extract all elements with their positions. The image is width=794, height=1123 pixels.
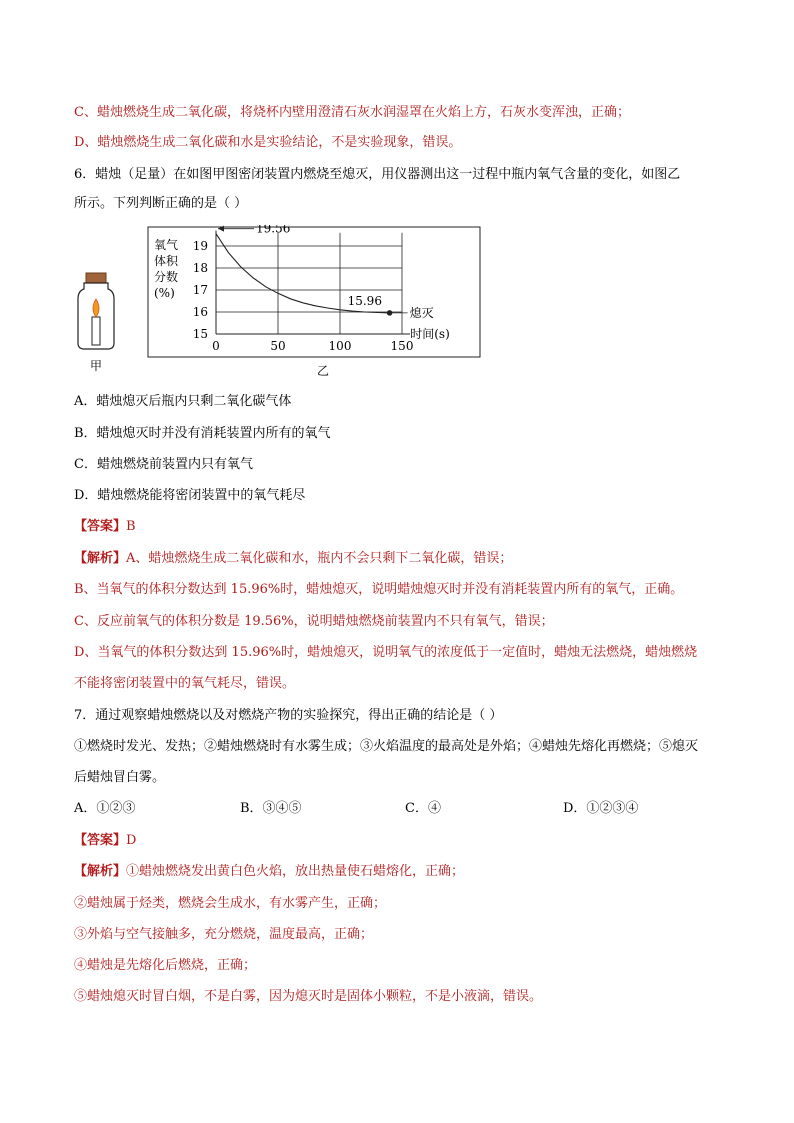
q7-option-b: B．③④⑤ bbox=[240, 801, 302, 816]
end-value-label: 15.96 bbox=[347, 293, 382, 308]
y-axis-label: (%) bbox=[154, 286, 175, 300]
q6-option-a: A．蜡烛熄灭后瓶内只剩二氧化碳气体 bbox=[74, 394, 292, 409]
y-tick-label: 18 bbox=[192, 261, 208, 275]
q6-figure bbox=[70, 225, 490, 385]
q7-analysis-4: ④蜡烛是先熔化后燃烧，正确； bbox=[74, 958, 257, 973]
candle-bottle-illustration bbox=[78, 273, 114, 373]
q6-analysis-d1: D、当氧气的体积分数达到 15.96%时，蜡烛熄灭，说明氧气的浓度低于一定值时，蜡烛无法燃烧，蜡烛燃烧 bbox=[74, 645, 698, 660]
q6-analysis-label: 【解析】 bbox=[74, 551, 127, 566]
q7-analysis-3: ③外焰与空气接触多，充分燃烧，温度最高，正确； bbox=[74, 927, 374, 942]
q6-option-d: D．蜡烛燃烧能将密闭装置中的氧气耗尽 bbox=[74, 488, 306, 503]
candle-flame-icon bbox=[93, 299, 99, 317]
q7-analysis-5: ⑤蜡烛熄灭时冒白烟，不是白雾，因为熄灭时是固体小颗粒，不是小液滴，错误。 bbox=[74, 989, 543, 1004]
figure-label-jia: 甲 bbox=[90, 359, 103, 373]
candle-stick bbox=[92, 317, 100, 345]
q6-answer-label: 【答案】 bbox=[74, 519, 127, 534]
y-axis-label: 分数 bbox=[154, 270, 179, 284]
figure-label-yi: 乙 bbox=[317, 364, 330, 378]
x-tick-label: 150 bbox=[390, 339, 414, 353]
q7-analysis-1-text: ①蜡烛燃烧发出黄白色火焰，放出热量使石蜡熔化，正确； bbox=[126, 864, 465, 879]
y-tick-label: 17 bbox=[192, 283, 208, 297]
y-axis-label: 氧气 bbox=[154, 238, 179, 252]
q6-analysis-b: B、当氧气的体积分数达到 15.96%时，蜡烛熄灭，说明蜡烛熄灭时并没有消耗装置内所有的氧气，正确。 bbox=[74, 582, 684, 597]
q7-answer bbox=[74, 833, 136, 849]
oxygen-chart bbox=[154, 225, 450, 353]
q7-answer-value: D bbox=[126, 833, 137, 848]
q6-option-b: B．蜡烛熄灭时并没有消耗装置内所有的氧气 bbox=[74, 426, 331, 441]
prev-analysis-d: D、蜡烛燃烧生成二氧化碳和水是实验结论，不是实验现象，错误。 bbox=[74, 135, 462, 150]
q7-statements-line1: ①燃烧时发光、发热；②蜡烛燃烧时有水雾生成；③火焰温度的最高处是外焰；④蜡烛先熔化再燃烧；⑤熄灭 bbox=[74, 739, 699, 754]
prev-analysis-c: C、蜡烛燃烧生成二氧化碳，将烧杯内壁用澄清石灰水润湿罩在火焰上方，石灰水变浑浊，正确； bbox=[74, 105, 630, 120]
bottle-cork bbox=[86, 273, 106, 283]
y-tick-label: 19 bbox=[192, 239, 208, 253]
q6-analysis-a bbox=[74, 551, 512, 567]
end-annotation-label: 熄灭 bbox=[409, 305, 434, 320]
q7-analysis-1 bbox=[74, 864, 464, 880]
q7-answer-label: 【答案】 bbox=[74, 833, 127, 848]
q6-option-c: C．蜡烛燃烧前装置内只有氧气 bbox=[74, 457, 253, 472]
x-tick-label: 100 bbox=[328, 339, 352, 353]
start-value-label: 19.56 bbox=[256, 225, 291, 236]
x-tick-label: 50 bbox=[270, 339, 286, 353]
x-tick-label: 0 bbox=[212, 339, 220, 353]
y-axis-label: 体积 bbox=[154, 254, 179, 268]
q7-analysis-2: ②蜡烛属于烃类，燃烧会生成水，有水雾产生，正确； bbox=[74, 896, 387, 911]
q7-option-d: D．①②③④ bbox=[563, 801, 639, 816]
q7-option-c: C．④ bbox=[405, 801, 441, 816]
q6-analysis-d2: 不能将密闭装置中的氧气耗尽，错误。 bbox=[74, 676, 296, 691]
y-tick-label: 16 bbox=[192, 305, 208, 319]
y-tick-label: 15 bbox=[192, 327, 208, 341]
q6-stem-line1: 6．蜡烛（足量）在如图甲图密闭装置内燃烧至熄灭，用仪器测出这一过程中瓶内氧气含量的变化，如图乙 bbox=[74, 167, 681, 182]
q6-figure-svg bbox=[70, 225, 490, 385]
q6-answer bbox=[74, 519, 136, 535]
q7-analysis-label: 【解析】 bbox=[74, 864, 127, 879]
q6-analysis-a-text: A、蜡烛燃烧生成二氧化碳和水，瓶内不会只剩下二氧化碳，错误； bbox=[126, 551, 513, 566]
q7-option-a: A．①②③ bbox=[74, 801, 136, 816]
q7-statements-line2: 后蜡烛冒白雾。 bbox=[74, 770, 166, 785]
q6-answer-value: B bbox=[126, 519, 136, 534]
q7-stem: 7．通过观察蜡烛燃烧以及对燃烧产物的实验探究，得出正确的结论是（ ） bbox=[74, 708, 503, 723]
q6-stem-line2: 所示。下列判断正确的是（ ） bbox=[74, 196, 248, 211]
x-axis-label: 时间(s) bbox=[410, 327, 450, 341]
q6-analysis-c: C、反应前氧气的体积分数是 19.56%，说明蜡烛燃烧前装置内不只有氧气，错误； bbox=[74, 614, 554, 629]
